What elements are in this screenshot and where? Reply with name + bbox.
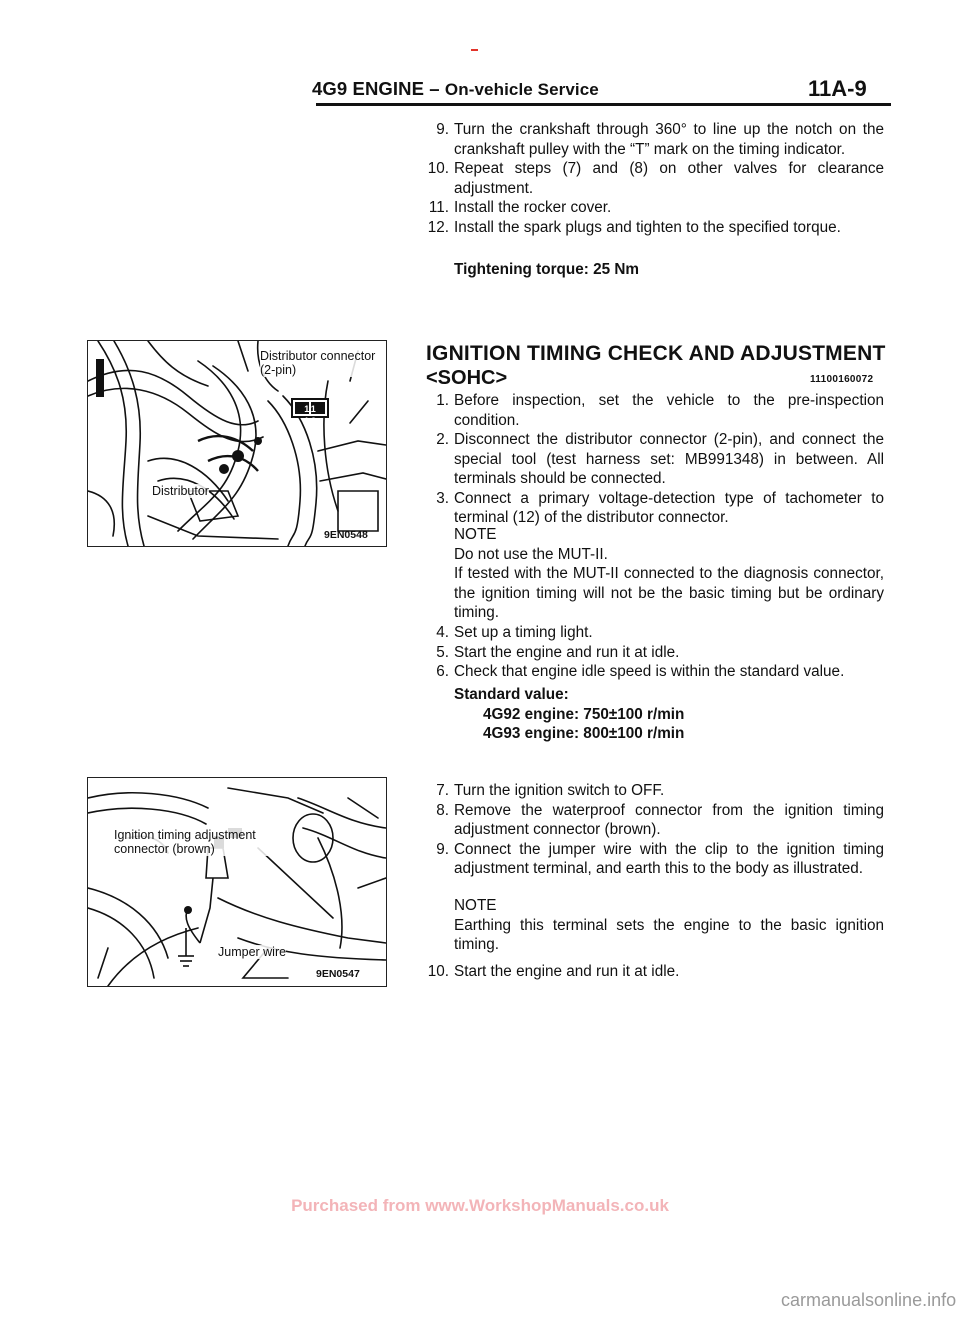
standard-value-line: 4G92 engine: 750±100 r/min (483, 705, 685, 723)
list-item: 9. Connect the jumper wire with the clip to the ignition timing adjustment terminal, and earth this to the body as illustrated. (436, 840, 884, 877)
figure-ignition-timing-connector (87, 777, 387, 987)
list-item: 7. Turn the ignition switch to OFF. (436, 782, 665, 799)
footer-purchase-note: Purchased from www.WorkshopManuals.co.uk (291, 1196, 669, 1215)
figure2-connector-label: Ignition timing adjustment connector (brown) (114, 828, 274, 856)
list-item: 12. Install the spark plugs and tighten to the specified torque. (427, 218, 841, 236)
section-title: IGNITION TIMING CHECK AND ADJUSTMENT (426, 342, 886, 365)
header-subtitle: On-vehicle Service (444, 80, 599, 99)
note-label: NOTE (454, 526, 497, 543)
list-item: 4. Set up a timing light. (436, 624, 593, 641)
steps-c-list (399, 781, 884, 879)
list-item: 10. Repeat steps (7) and (8) on other valves for clearance adjustment. (427, 160, 884, 197)
note-label: NOTE (454, 897, 497, 914)
list-item: 8. Remove the waterproof connector from the ignition timing adjustment connector (brown). (436, 801, 884, 838)
list-item: 3. Connect a primary voltage-detection type of tachometer to terminal (12) of the distributor connector. (436, 489, 884, 526)
figure1-connector-label: Distributor connector (2-pin) (260, 349, 386, 377)
list-item: 11. Install the rocker cover. (428, 199, 612, 216)
top-mark (471, 49, 478, 51)
figure2-jumper-label: Jumper wire (218, 945, 287, 959)
steps-top-list (399, 120, 884, 237)
section-ref-number: 11100160072 (810, 374, 874, 385)
list-item: 2. Disconnect the distributor connector (2-pin), and connect the special tool (test harness set: MB991348) in between. All terminals should be connected. (436, 431, 884, 487)
list-item: 9. Turn the crankshaft through 360° to line up the notch on the crankshaft pulley with the “T” mark on the timing indicator. (436, 121, 884, 158)
list-item: 5. Start the engine and run it at idle. (436, 643, 680, 661)
note-line: Do not use the MUT-II. (454, 545, 608, 563)
figure1-code: 9EN0548 (324, 529, 368, 541)
standard-value-line: 4G93 engine: 800±100 r/min (483, 725, 685, 742)
steps-d-list (399, 962, 884, 982)
list-item: 10. Start the engine and run it at idle. (427, 963, 680, 980)
list-item: 1. Before inspection, set the vehicle to the pre-inspection condition. (436, 392, 884, 429)
header-rule (316, 103, 891, 106)
standard-value-label: Standard value: (454, 686, 569, 703)
steps-a-list (399, 391, 884, 528)
figure1-pin-label: 11 12 (303, 404, 318, 426)
figure-distributor-connector (87, 340, 387, 547)
tightening-torque: Tightening torque: 25 Nm (454, 261, 639, 278)
section-subtitle: <SOHC> (426, 367, 508, 389)
figure2-code: 9EN0547 (316, 968, 360, 980)
site-watermark: carmanualsonline.info (781, 1290, 957, 1310)
note-2 (454, 896, 884, 955)
figure1-distributor-label: Distributor (152, 484, 209, 498)
note-line: If tested with the MUT-II connected to the diagnosis connector, the ignition timing will not be the basic timing but be ordinary timing. (454, 565, 884, 621)
header-engine: 4G9 ENGINE – (312, 78, 445, 99)
steps-b-list (399, 623, 884, 682)
list-item: 6. Check that engine idle speed is within the standard value. (436, 663, 845, 680)
page-header-title (312, 78, 599, 100)
standard-value (454, 685, 884, 744)
note-line: Earthing this terminal sets the engine to the basic ignition timing. (454, 916, 884, 953)
note-1 (454, 525, 884, 623)
page-number: 11A-9 (808, 76, 867, 101)
